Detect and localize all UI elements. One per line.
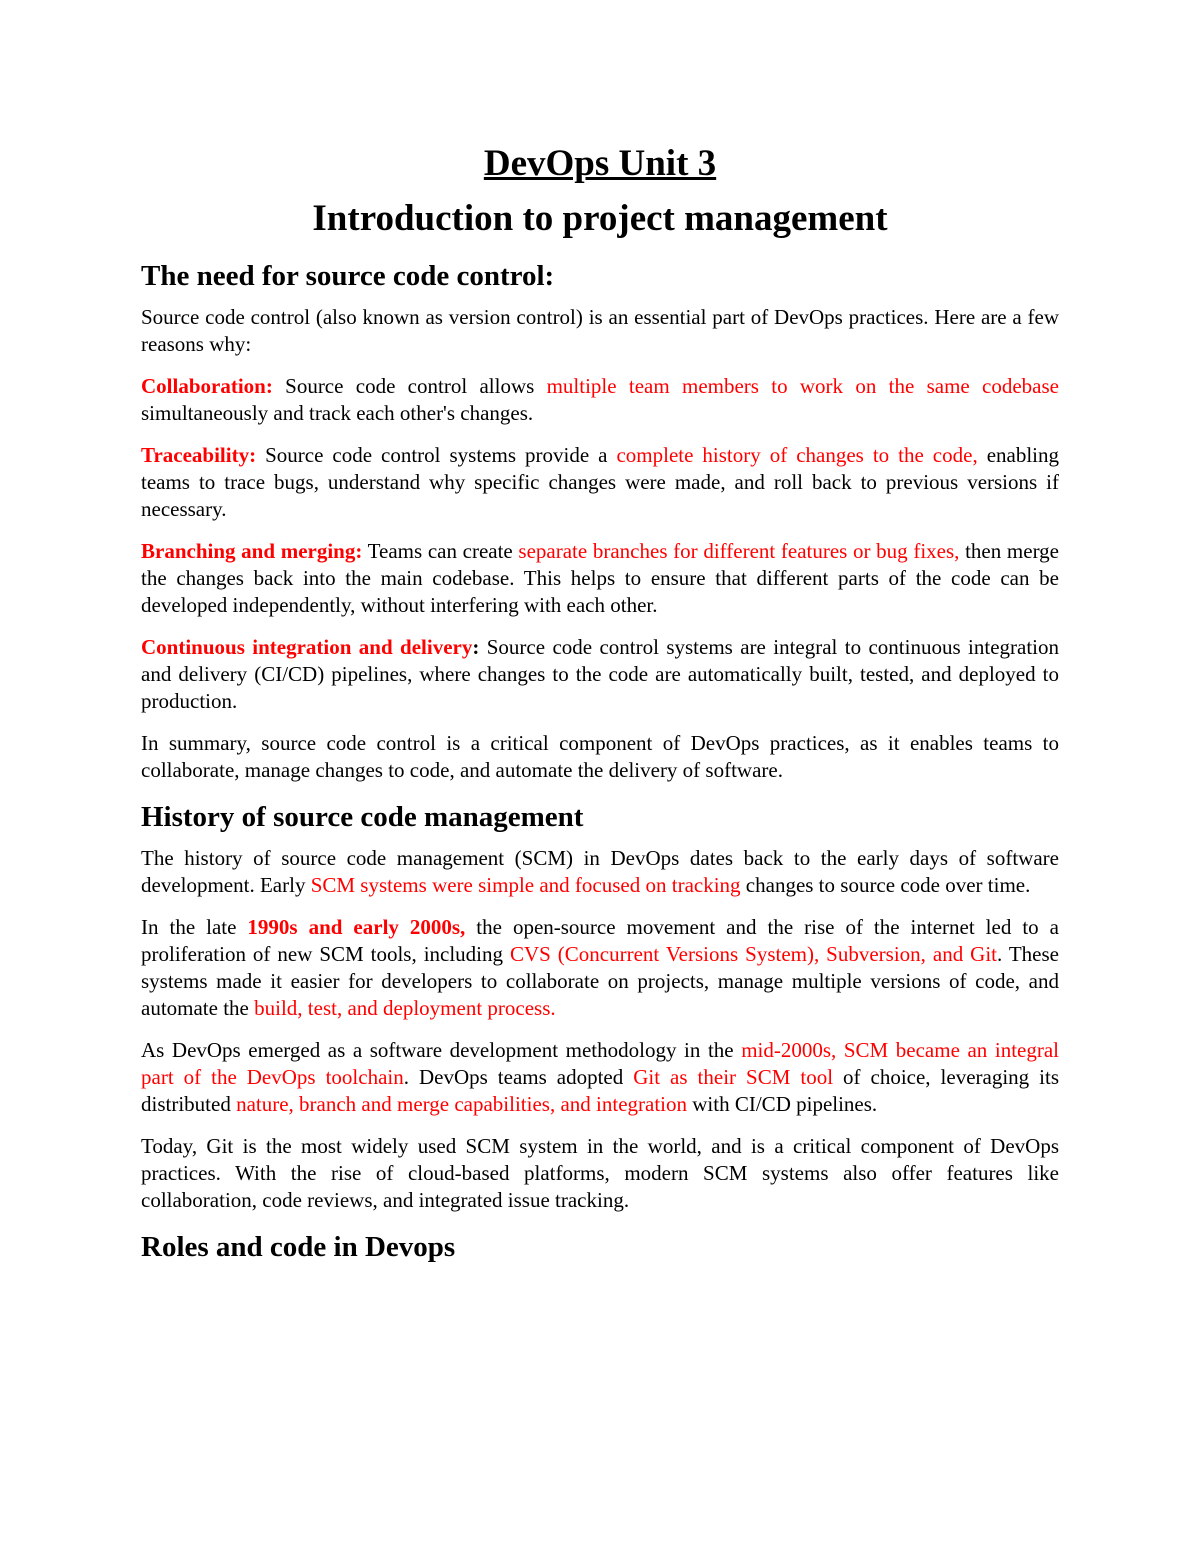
highlighted-text: mid-2000s, SCM became an integral part of the DevOps toolchain [141,1038,1059,1089]
paragraph [141,1037,1059,1118]
section-heading: History of source code management [141,801,584,833]
text-run: . These systems made it easier for developers to collaborate on projects, manage multiple versions of code, and automate the [141,942,1059,1020]
highlighted-text: Collaboration: [141,374,273,398]
text-run: of choice, leveraging its distributed [141,1065,1059,1116]
text-run: In the late [141,915,248,939]
highlighted-text: Git as their SCM tool [633,1065,834,1089]
document-title: DevOps Unit 3 [483,143,717,184]
paragraph [141,914,1059,1022]
document-body [141,258,1059,1265]
paragraph [141,442,1059,523]
paragraph [141,634,1059,715]
text-run: As DevOps emerged as a software development methodology in the [141,1038,742,1062]
document-subtitle: Introduction to project management [312,198,888,239]
section-heading: Roles and code in Devops [141,1231,456,1263]
text-run: then merge the changes back into the main codebase. This helps to ensure that different parts of the code can be developed independently, without interfering with each other. [141,539,1060,617]
document-page [141,140,1059,1275]
highlighted-text: 1990s and early 2000s, [247,915,466,939]
highlighted-text: Continuous integration and delivery [141,635,473,659]
highlighted-text: nature, branch and merge capabilities, and integration [236,1092,688,1116]
paragraph [141,373,1059,427]
text-run: Source code control systems are integral to continuous integration and delivery (CI/CD) pipelines, where changes to the code are automatically built, tested, and deployed to production. [141,635,1059,713]
text-run: . DevOps teams adopted [403,1065,634,1089]
paragraph [141,730,1059,784]
highlighted-text: SCM systems were simple and focused on tracking [310,873,741,897]
text-run: In summary, source code control is a critical component of DevOps practices, as it enables teams to collaborate, manage changes to code, and automate the delivery of software. [141,731,1059,782]
paragraph [141,1133,1059,1214]
text-run: The history of source code management (SCM) in DevOps dates back to the early days of software development. Early [141,846,1059,897]
text-run: changes to source code over time. [740,873,1031,897]
highlighted-text: : [472,635,480,659]
highlighted-text: Branching and merging: [141,539,363,563]
text-run: Source code control allows [272,374,547,398]
highlighted-text: complete history of changes to the code, [616,443,978,467]
text-run: enabling teams to trace bugs, understand why specific changes were made, and roll back to previous versions if necessary. [141,443,1060,521]
text-run: simultaneously and track each other's changes. [141,401,534,425]
highlighted-text: CVS (Concurrent Versions System), Subversion, and Git [509,942,998,966]
highlighted-text: multiple team members to work on the same codebase [546,374,1059,398]
text-run: the open-source movement and the rise of the internet led to a proliferation of new SCM tools, including [141,915,1059,966]
paragraph [141,845,1059,899]
highlighted-text: separate branches for different features or bug fixes, [518,539,960,563]
paragraph [141,304,1059,358]
text-run: with CI/CD pipelines. [687,1092,878,1116]
highlighted-text: Traceability: [141,443,257,467]
section-heading: The need for source code control: [141,260,555,292]
text-run: Source code control systems provide a [256,443,617,467]
paragraph [141,538,1059,619]
text-run: Teams can create [362,539,519,563]
text-run: Source code control (also known as version control) is an essential part of DevOps practices. Here are a few reasons why: [141,305,1059,356]
highlighted-text: build, test, and deployment process. [254,996,556,1020]
text-run: Today, Git is the most widely used SCM system in the world, and is a critical component of DevOps practices. With the rise of cloud-based platforms, modern SCM systems also offer features like collaboration, code reviews, and integrated issue tracking. [141,1134,1059,1212]
